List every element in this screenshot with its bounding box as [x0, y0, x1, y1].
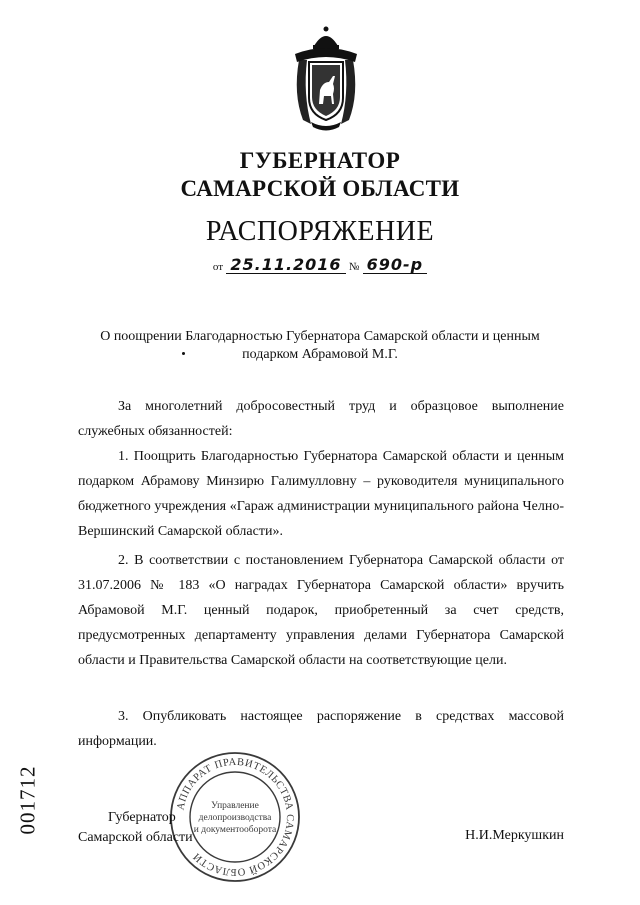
document-number: 690-р — [363, 256, 428, 274]
coat-of-arms-emblem — [289, 24, 363, 132]
document-subject — [60, 328, 580, 364]
header-title-line1: ГУБЕРНАТОР — [239, 148, 401, 173]
scan-artifact-dot — [182, 352, 185, 355]
item1-text: 1. Поощрить Благодарностью Губернатора Самарской области и ценным подарком Абрамову Минзирю Галимулловну – руководителя муниципального бюджетного учреждения «Гараж администрации муниципального района Челно-Вершинский Самарской области». — [78, 449, 564, 539]
body-item-1 — [78, 444, 564, 544]
document-type-heading: РАСПОРЯЖЕНИЕ — [205, 216, 435, 247]
signatory-title-line2: Самарской области — [78, 830, 193, 845]
registration-number-text: 001712 — [15, 765, 40, 835]
body-item-3 — [78, 704, 564, 754]
subject-line1: О поощрении Благодарностью Губернатора Самарской области и ценным — [100, 329, 540, 344]
signatory-title-line1: Губернатор — [108, 810, 176, 825]
body-preamble — [78, 394, 564, 444]
number-label: № — [348, 261, 360, 273]
header-title-line2: САМАРСКОЙ ОБЛАСТИ — [180, 176, 460, 201]
item2-text: 2. В соответствии с постановлением Губернатора Самарской области от 31.07.2006 № 183 «О наградах Губернатора Самарской области» вручить Абрамовой М.Г. ценный подарок, приобретенный за счет средств, предусмотренных департаменту управления делами Губернатора Самарской области и Правительства Самарской области на соответствующие цели. — [78, 553, 564, 668]
preamble-text: За многолетний добросовестный труд и образцовое выполнение служебных обязанностей: — [78, 399, 564, 439]
date-label: от — [212, 261, 224, 273]
stamp-center-line1: Управление — [211, 801, 259, 811]
subject-line2: подарком Абрамовой М.Г. — [242, 347, 398, 362]
signatory-title — [78, 808, 193, 848]
registration-number — [0, 765, 58, 835]
signatory-name: Н.И.Меркушкин — [465, 828, 564, 843]
stamp-ring-text: АППАРАТ ПРАВИТЕЛЬСТВА САМАРСКОЙ ОБЛАСТИ — [175, 756, 296, 878]
stamp-center-line2: делопроизводства — [198, 813, 272, 823]
body-item-2 — [78, 548, 564, 673]
date-number-line — [0, 256, 640, 274]
document-date: 25.11.2016 — [226, 256, 345, 274]
item3-text: 3. Опубликовать настоящее распоряжение в средствах массовой информации. — [78, 709, 564, 749]
stamp-center-line3: и документооборота — [193, 825, 277, 835]
